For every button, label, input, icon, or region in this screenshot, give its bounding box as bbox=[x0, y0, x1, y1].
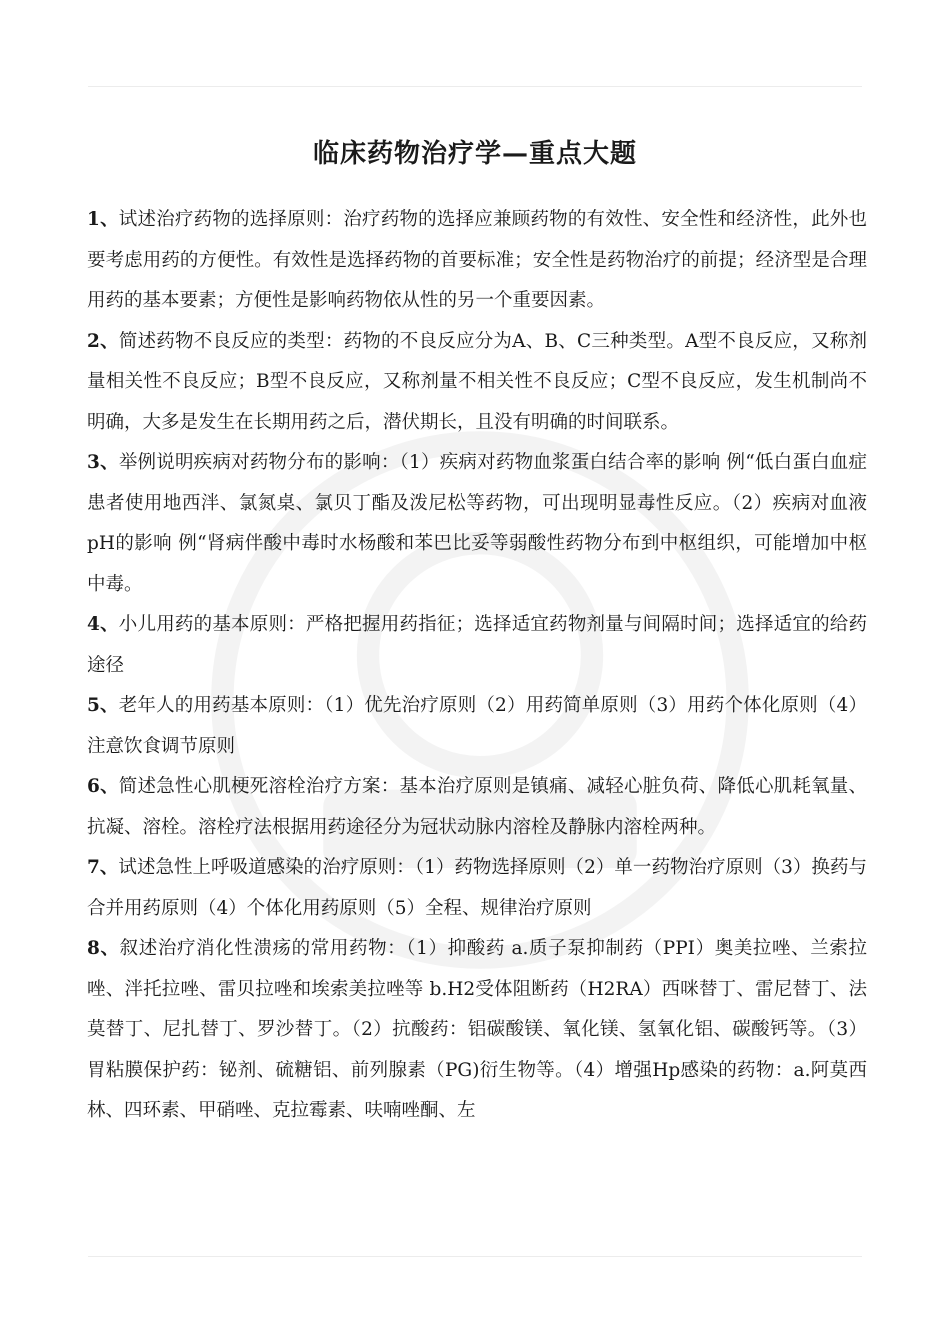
item-4 bbox=[87, 605, 867, 686]
item-number: 2、 bbox=[87, 330, 119, 352]
item-text: 简述急性心肌梗死溶栓治疗方案：基本治疗原则是镇痛、减轻心脏负荷、降低心肌耗氧量、抗凝、溶栓。溶栓疗法根据用药途径分为冠状动脉内溶栓及静脉内溶栓两种。 bbox=[87, 776, 867, 838]
item-8 bbox=[87, 929, 867, 1132]
item-number: 4、 bbox=[87, 614, 119, 635]
document-body bbox=[87, 200, 867, 1132]
item-6 bbox=[87, 767, 867, 848]
item-text: 叙述治疗消化性溃疡的常用药物：（1）抑酸药 a.质子泵抑制药（PPI）奥美拉唑、兰索拉唑、泮托拉唑、雷贝拉唑和埃索美拉唑等 b.H2受体阻断药（H2RA）西咪替丁、雷尼替丁、法莫替丁、尼扎替丁、罗沙替丁。（2）抗酸药：铝碳酸镁、氧化镁、氢氧化铝、碳酸钙等。（3）胃粘膜保护药：铋剂、硫糖铝、前列腺素（PG)衍生物等。（4）增强Hp感染的药物：a.阿莫西林、四环素、甲硝唑、克拉霉素、呋喃唑酮、左 bbox=[87, 938, 867, 1121]
item-1 bbox=[87, 200, 867, 322]
item-number: 1、 bbox=[87, 209, 119, 230]
item-number: 7、 bbox=[87, 857, 119, 878]
page-title: 临床药物治疗学—重点大题 bbox=[312, 139, 637, 170]
item-text: 老年人的用药基本原则：（1）优先治疗原则（2）用药简单原则（3）用药个体化原则（4）注意饮食调节原则 bbox=[87, 695, 867, 757]
item-text: 举例说明疾病对药物分布的影响：（1）疾病对药物血浆蛋白结合率的影响 例“低白蛋白血症患者使用地西泮、氯氮桌、氯贝丁酯及泼尼松等药物，可出现明显毒性反应。（2）疾病对血液pH的影响 例“肾病伴酸中毒时水杨酸和苯巴比妥等弱酸性药物分布到中枢组织，可能增加中枢中毒。 bbox=[87, 452, 867, 595]
item-text: 试述治疗药物的选择原则：治疗药物的选择应兼顾药物的有效性、安全性和经济性，此外也要考虑用药的方便性。有效性是选择药物的首要标准；安全性是药物治疗的前提；经济型是合理用药的基本要素；方便性是影响药物依从性的另一个重要因素。 bbox=[87, 209, 867, 311]
header-rule bbox=[88, 86, 862, 87]
item-2 bbox=[87, 322, 867, 444]
item-3 bbox=[87, 443, 867, 605]
item-7 bbox=[87, 848, 867, 929]
item-text: 试述急性上呼吸道感染的治疗原则：（1）药物选择原则（2）单一药物治疗原则（3）换药与合并用药原则（4）个体化用药原则（5）全程、规律治疗原则 bbox=[87, 857, 867, 919]
item-text: 简述药物不良反应的类型：药物的不良反应分为A、B、C三种类型。A型不良反应，又称剂量相关性不良反应；B型不良反应，又称剂量不相关性不良反应；C型不良反应，发生机制尚不明确，大多是发生在长期用药之后，潜伏期长，且没有明确的时间联系。 bbox=[87, 330, 867, 433]
item-number: 8、 bbox=[87, 938, 120, 959]
item-number: 5、 bbox=[87, 695, 119, 716]
item-number: 3、 bbox=[87, 452, 119, 473]
item-5 bbox=[87, 686, 867, 767]
footer-rule bbox=[88, 1256, 862, 1257]
item-text: 小儿用药的基本原则：严格把握用药指征；选择适宜药物剂量与间隔时间；选择适宜的给药途径 bbox=[87, 614, 867, 676]
item-number: 6、 bbox=[87, 776, 119, 797]
